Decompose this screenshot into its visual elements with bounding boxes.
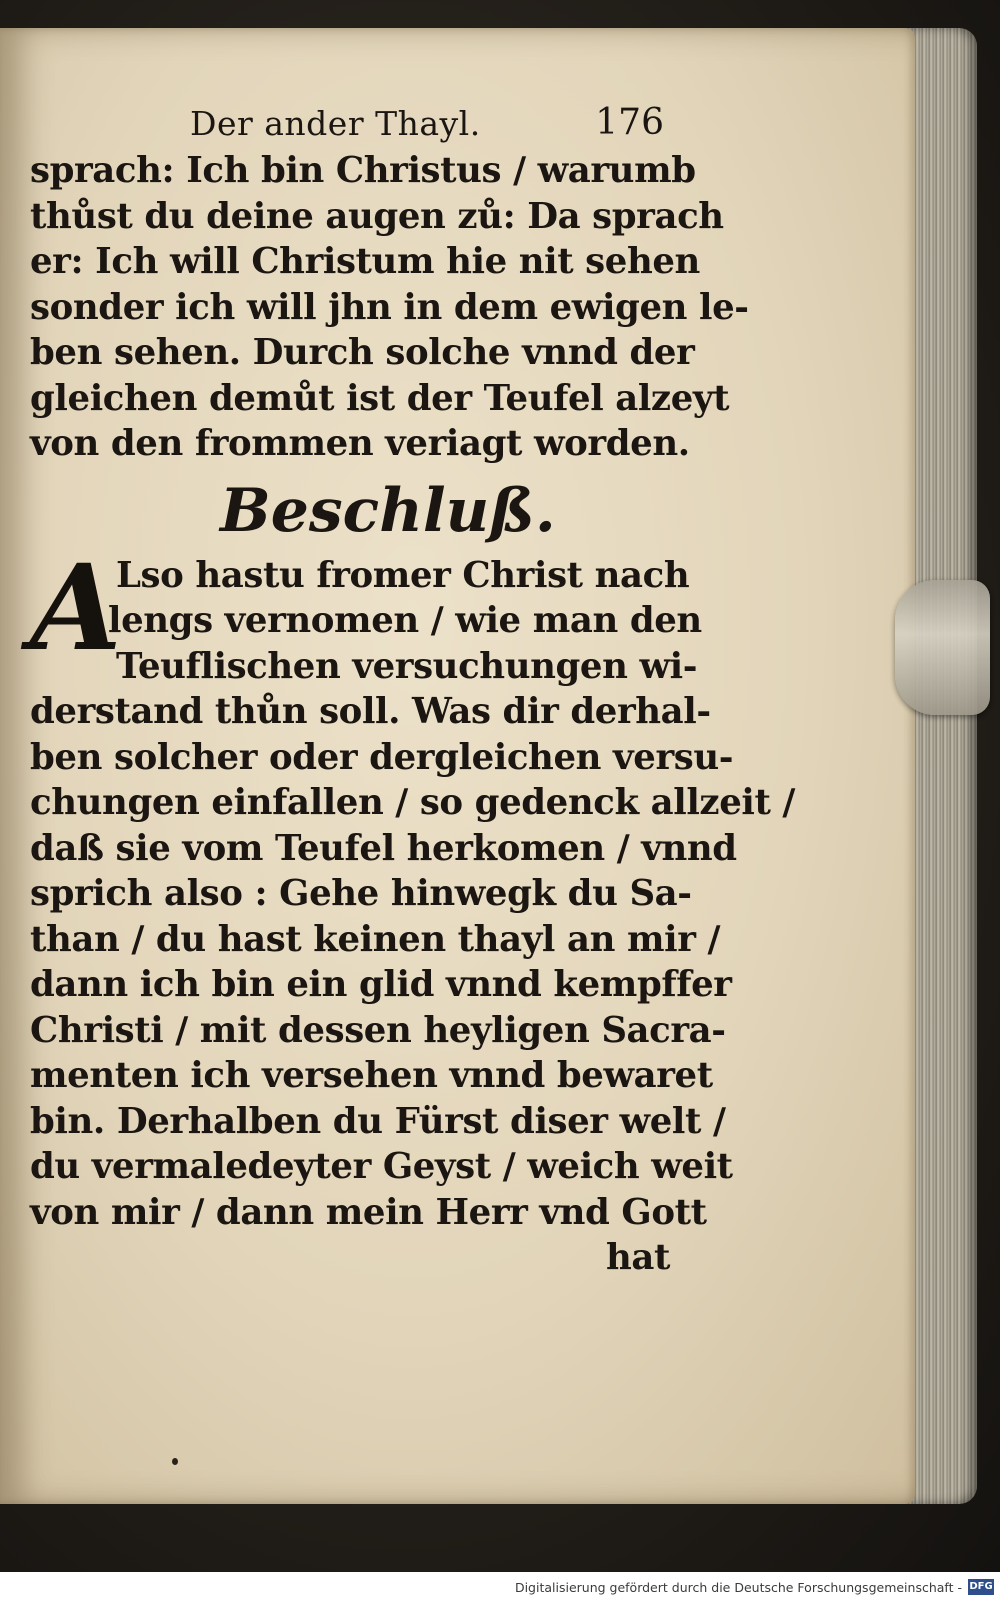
text-line: menten ich versehen vnnd bewaret xyxy=(30,1055,713,1096)
text-line: Teuflischen versuchungen wi- xyxy=(116,645,698,687)
section-heading: Beschluß. xyxy=(220,475,556,546)
drop-cap: A xyxy=(30,537,122,677)
text-line: du vermaledeyter Geyst / weich weit xyxy=(30,1146,733,1187)
text-line: er: Ich will Christum hie nit sehen xyxy=(30,241,700,282)
text-line: von mir / dann mein Herr vnd Gott xyxy=(30,1191,707,1233)
text-line: gleichen demůt ist der Teufel alzeyt xyxy=(30,377,730,419)
funding-credit: Digitalisierung gefördert durch die Deutsche Forschungsgemeinschaft - xyxy=(514,1580,962,1595)
text-line: chungen einfallen / so gedenck allzeit / xyxy=(30,782,795,823)
text-line: ben solcher oder dergleichen versu- xyxy=(30,736,734,778)
footer-bar xyxy=(0,1572,1000,1605)
page-edges xyxy=(905,28,977,1504)
text-line: derstand thůn soll. Was dir derhal- xyxy=(30,691,711,732)
text-line: von den frommen veriagt worden. xyxy=(30,423,690,464)
paragraph-2 xyxy=(30,537,795,1236)
text-line: than / du hast keinen thayl an mir / xyxy=(30,918,721,960)
page-text xyxy=(30,98,795,1281)
text-line: sprach: Ich bin Christus / warumb xyxy=(30,150,696,191)
text-line: sprich also : Gehe hinwegk du Sa- xyxy=(30,873,692,914)
text-line: lengs vernomen / wie man den xyxy=(108,600,702,641)
text-line: dann ich bin ein glid vnnd kempffer xyxy=(30,964,732,1005)
ink-speck xyxy=(172,1458,178,1465)
text-line: daß sie vom Teufel herkomen / vnnd xyxy=(30,827,737,869)
dfg-logo: DFG xyxy=(968,1579,994,1595)
page-number: 176 xyxy=(595,102,664,143)
text-line: Lso hastu fromer Christ nach xyxy=(116,554,690,596)
text-line: thůst du deine augen zů: Da sprach xyxy=(30,195,724,237)
text-line: sonder ich will jhn in dem ewigen le- xyxy=(30,286,749,328)
running-head xyxy=(30,98,670,148)
text-line: Christi / mit dessen heyligen Sacra- xyxy=(30,1009,726,1051)
text-line: bin. Derhalben du Fürst diser welt / xyxy=(30,1100,726,1142)
running-title: Der ander Thayl. xyxy=(190,104,481,143)
text-line: ben sehen. Durch solche vnnd der xyxy=(30,332,695,373)
paragraph-1 xyxy=(30,148,749,467)
catchword: hat xyxy=(605,1237,670,1278)
bookmark-ribbon xyxy=(895,580,990,715)
